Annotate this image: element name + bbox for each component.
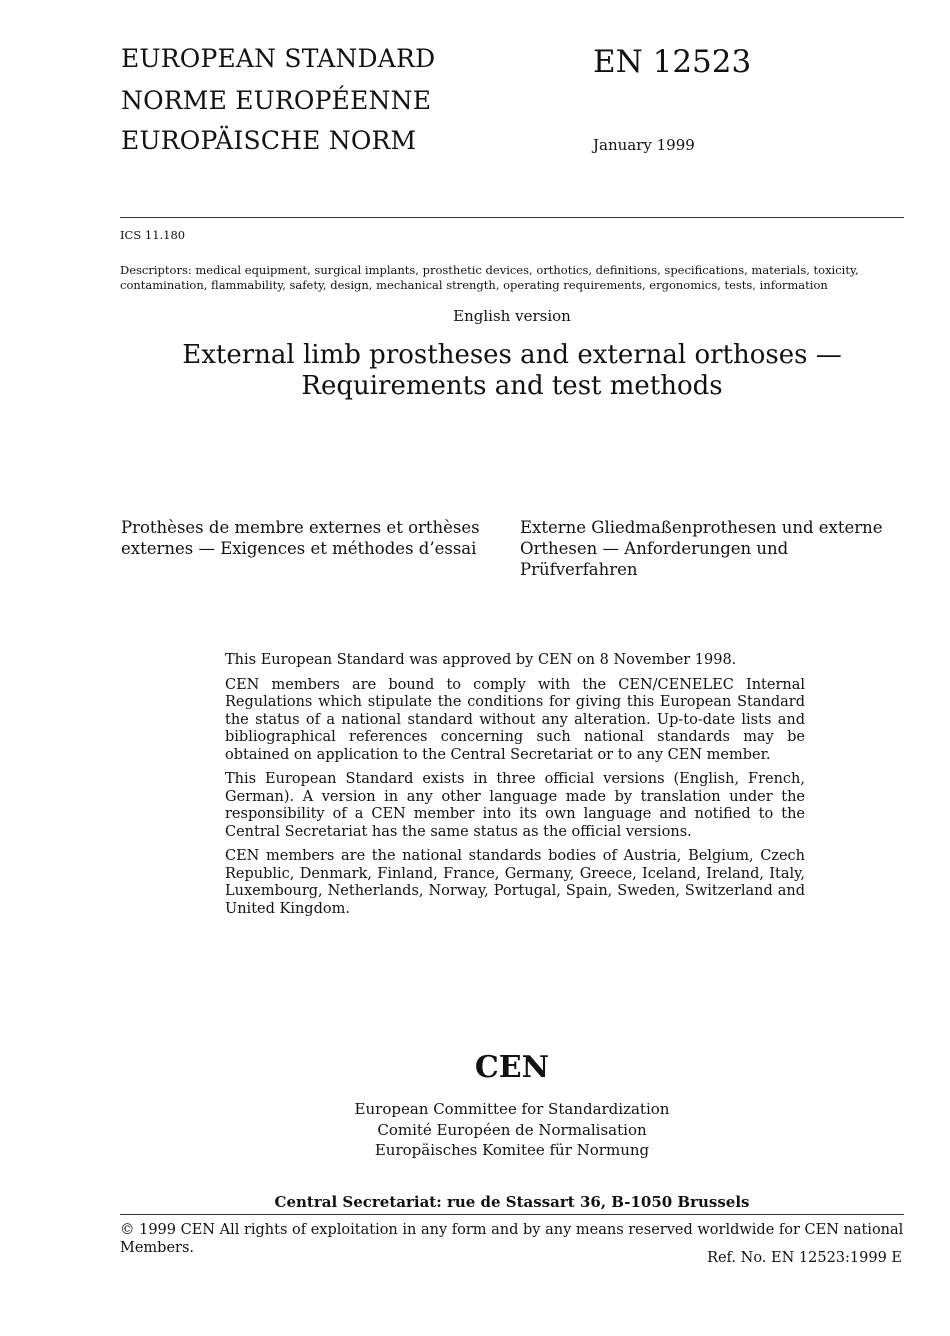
copyright-notice: © 1999 CEN All rights of exploitation in any form and by any means reserved worldwide for CEN national Members. — [120, 1222, 904, 1256]
document-title-line-1: External limb prostheses and external orthoses — — [182, 340, 842, 370]
title-french-line-1: Prothèses de membre externes et orthèses — [121, 518, 480, 537]
cen-name-french: Comité Européen de Normalisation — [377, 1120, 647, 1139]
title-german — [520, 517, 910, 580]
approval-paragraph: This European Standard was approved by CEN on 8 November 1998. — [225, 652, 737, 668]
central-secretariat-address: Central Secretariat: rue de Stassart 36, B-1050 Brussels — [274, 1193, 750, 1211]
cen-names — [120, 1099, 904, 1161]
title-german-line-2: Orthesen — Anforderungen und Prüfverfahren — [520, 539, 789, 579]
bottom-divider — [120, 1214, 904, 1215]
standard-type-french: NORME EUROPÉENNE — [121, 86, 432, 115]
cen-logo: CEN — [474, 1050, 550, 1085]
approval-notes — [225, 652, 805, 925]
language-version: English version — [453, 307, 571, 325]
cen-name-german: Europäisches Komitee für Normung — [374, 1141, 650, 1159]
ics-code: ICS 11.180 — [120, 228, 186, 242]
top-divider — [120, 217, 904, 218]
standard-type-german: EUROPÄISCHE NORM — [121, 126, 417, 155]
publication-date: January 1999 — [593, 136, 695, 154]
versions-paragraph: This European Standard exists in three official versions (English, French, German). A version in any other language made by translation under the responsibility of a CEN member into its own language and notified to the Central Secretariat has the same status as the official versions. — [225, 771, 805, 840]
standard-number: EN 12523 — [593, 44, 752, 80]
title-french-line-2: externes — Exigences et méthodes d’essai — [121, 539, 477, 558]
document-title-line-2: Requirements and test methods — [301, 371, 723, 401]
title-german-line-1: Externe Gliedmaßenprothesen und externe — [520, 518, 883, 537]
document-title — [120, 340, 904, 402]
reference-number: Ref. No. EN 12523:1999 E — [707, 1250, 902, 1266]
members-paragraph: CEN members are the national standards bodies of Austria, Belgium, Czech Republic, Denmark, Finland, France, Germany, Greece, Iceland, Ireland, Italy, Luxembourg, Netherlands, Norway, Portugal, Spain, Sweden, Switzerland and United Kingdom. — [225, 848, 805, 917]
title-french — [121, 517, 501, 559]
cen-name-english: European Committee for Standardization — [354, 1100, 670, 1118]
compliance-paragraph: CEN members are bound to comply with the CEN/CENELEC Internal Regulations which stipulate the conditions for giving this European Standard the status of a national standard without any alteration. Up-to-date lists and bibliographical references concerning such national standards may be obtained on application to the Central Secretariat or to any CEN member. — [225, 676, 805, 763]
descriptors: Descriptors: medical equipment, surgical implants, prosthetic devices, orthotics, definitions, specifications, materials, toxicity, contamination, flammability, safety, design, mechanical strength, operating requirements, ergonomics, tests, information — [120, 263, 859, 292]
standard-type-english: EUROPEAN STANDARD — [121, 44, 436, 73]
